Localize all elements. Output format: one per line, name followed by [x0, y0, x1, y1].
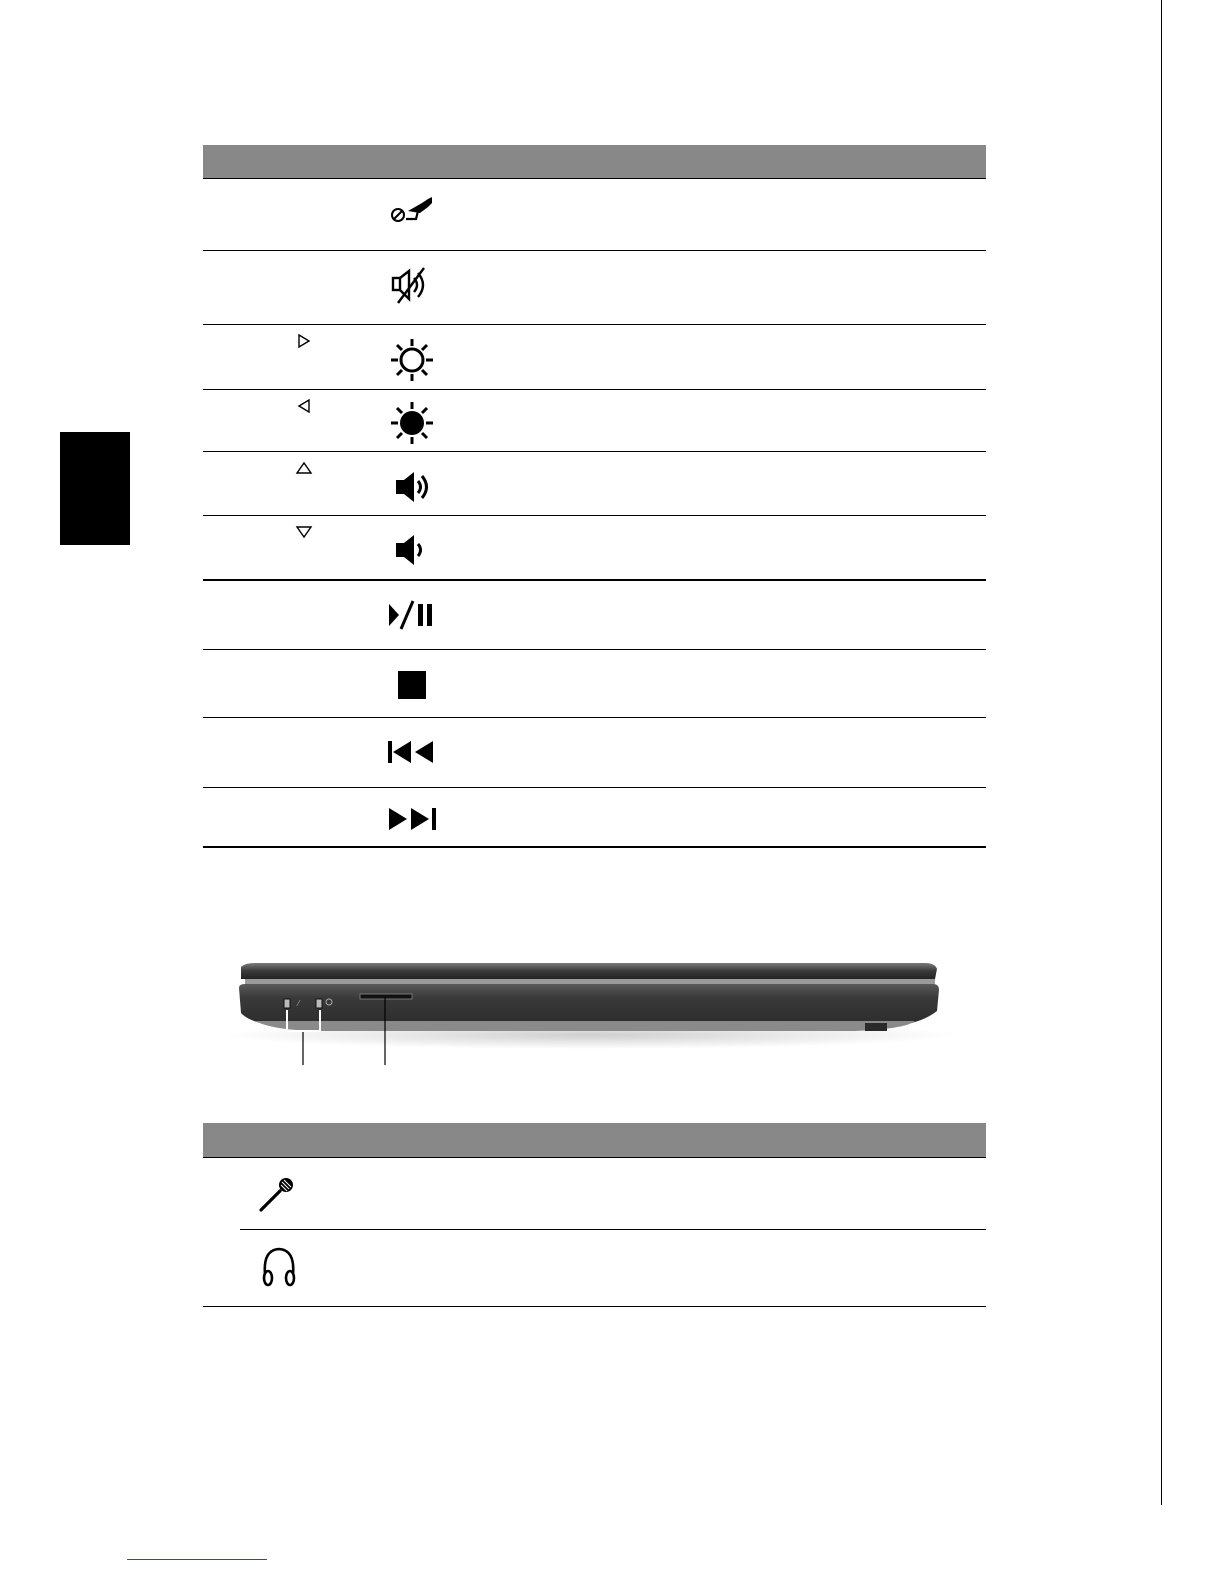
microphone-icon — [256, 1173, 298, 1215]
previous-track-icon — [387, 739, 439, 765]
brightness-down-icon — [390, 401, 434, 445]
hotkey-row-rule — [203, 579, 986, 581]
volume-down-icon — [393, 531, 433, 569]
hotkey-row-rule — [203, 649, 986, 650]
hotkey-row-rule — [203, 389, 986, 390]
ports-table-bottom-rule — [203, 1306, 986, 1307]
headphones-icon — [259, 1244, 299, 1288]
touchpad-toggle-icon — [388, 193, 436, 227]
page-margin-line — [1161, 0, 1162, 1505]
hotkey-row-rule — [203, 515, 986, 516]
ports-row-rule — [240, 1229, 986, 1230]
brightness-up-icon — [390, 338, 434, 382]
svg-text:⁄: ⁄ — [298, 999, 300, 1008]
hotkey-row-rule — [203, 250, 986, 251]
laptop-front-view-illustration — [215, 955, 965, 1070]
hotkey-table-header — [203, 145, 986, 178]
next-track-icon — [387, 806, 439, 832]
speaker-mute-icon — [390, 265, 434, 305]
hotkey-row-rule — [203, 451, 986, 452]
stop-icon — [397, 670, 427, 700]
ports-table-header — [203, 1123, 986, 1157]
hotkey-row-rule — [203, 717, 986, 718]
hotkey-row-rule — [203, 324, 986, 325]
play-pause-icon — [387, 598, 439, 632]
chapter-tab — [60, 432, 130, 545]
left-triangle-icon — [297, 398, 311, 414]
hotkey-table-bottom-rule — [203, 846, 986, 848]
footer-link-underline — [127, 1559, 267, 1560]
hotkey-header-rule — [203, 178, 986, 179]
volume-up-icon — [393, 468, 433, 506]
down-triangle-icon — [295, 525, 313, 539]
right-triangle-icon — [297, 333, 311, 349]
ports-header-rule — [203, 1157, 986, 1158]
hotkey-row-rule — [203, 787, 986, 788]
up-triangle-icon — [295, 461, 313, 475]
